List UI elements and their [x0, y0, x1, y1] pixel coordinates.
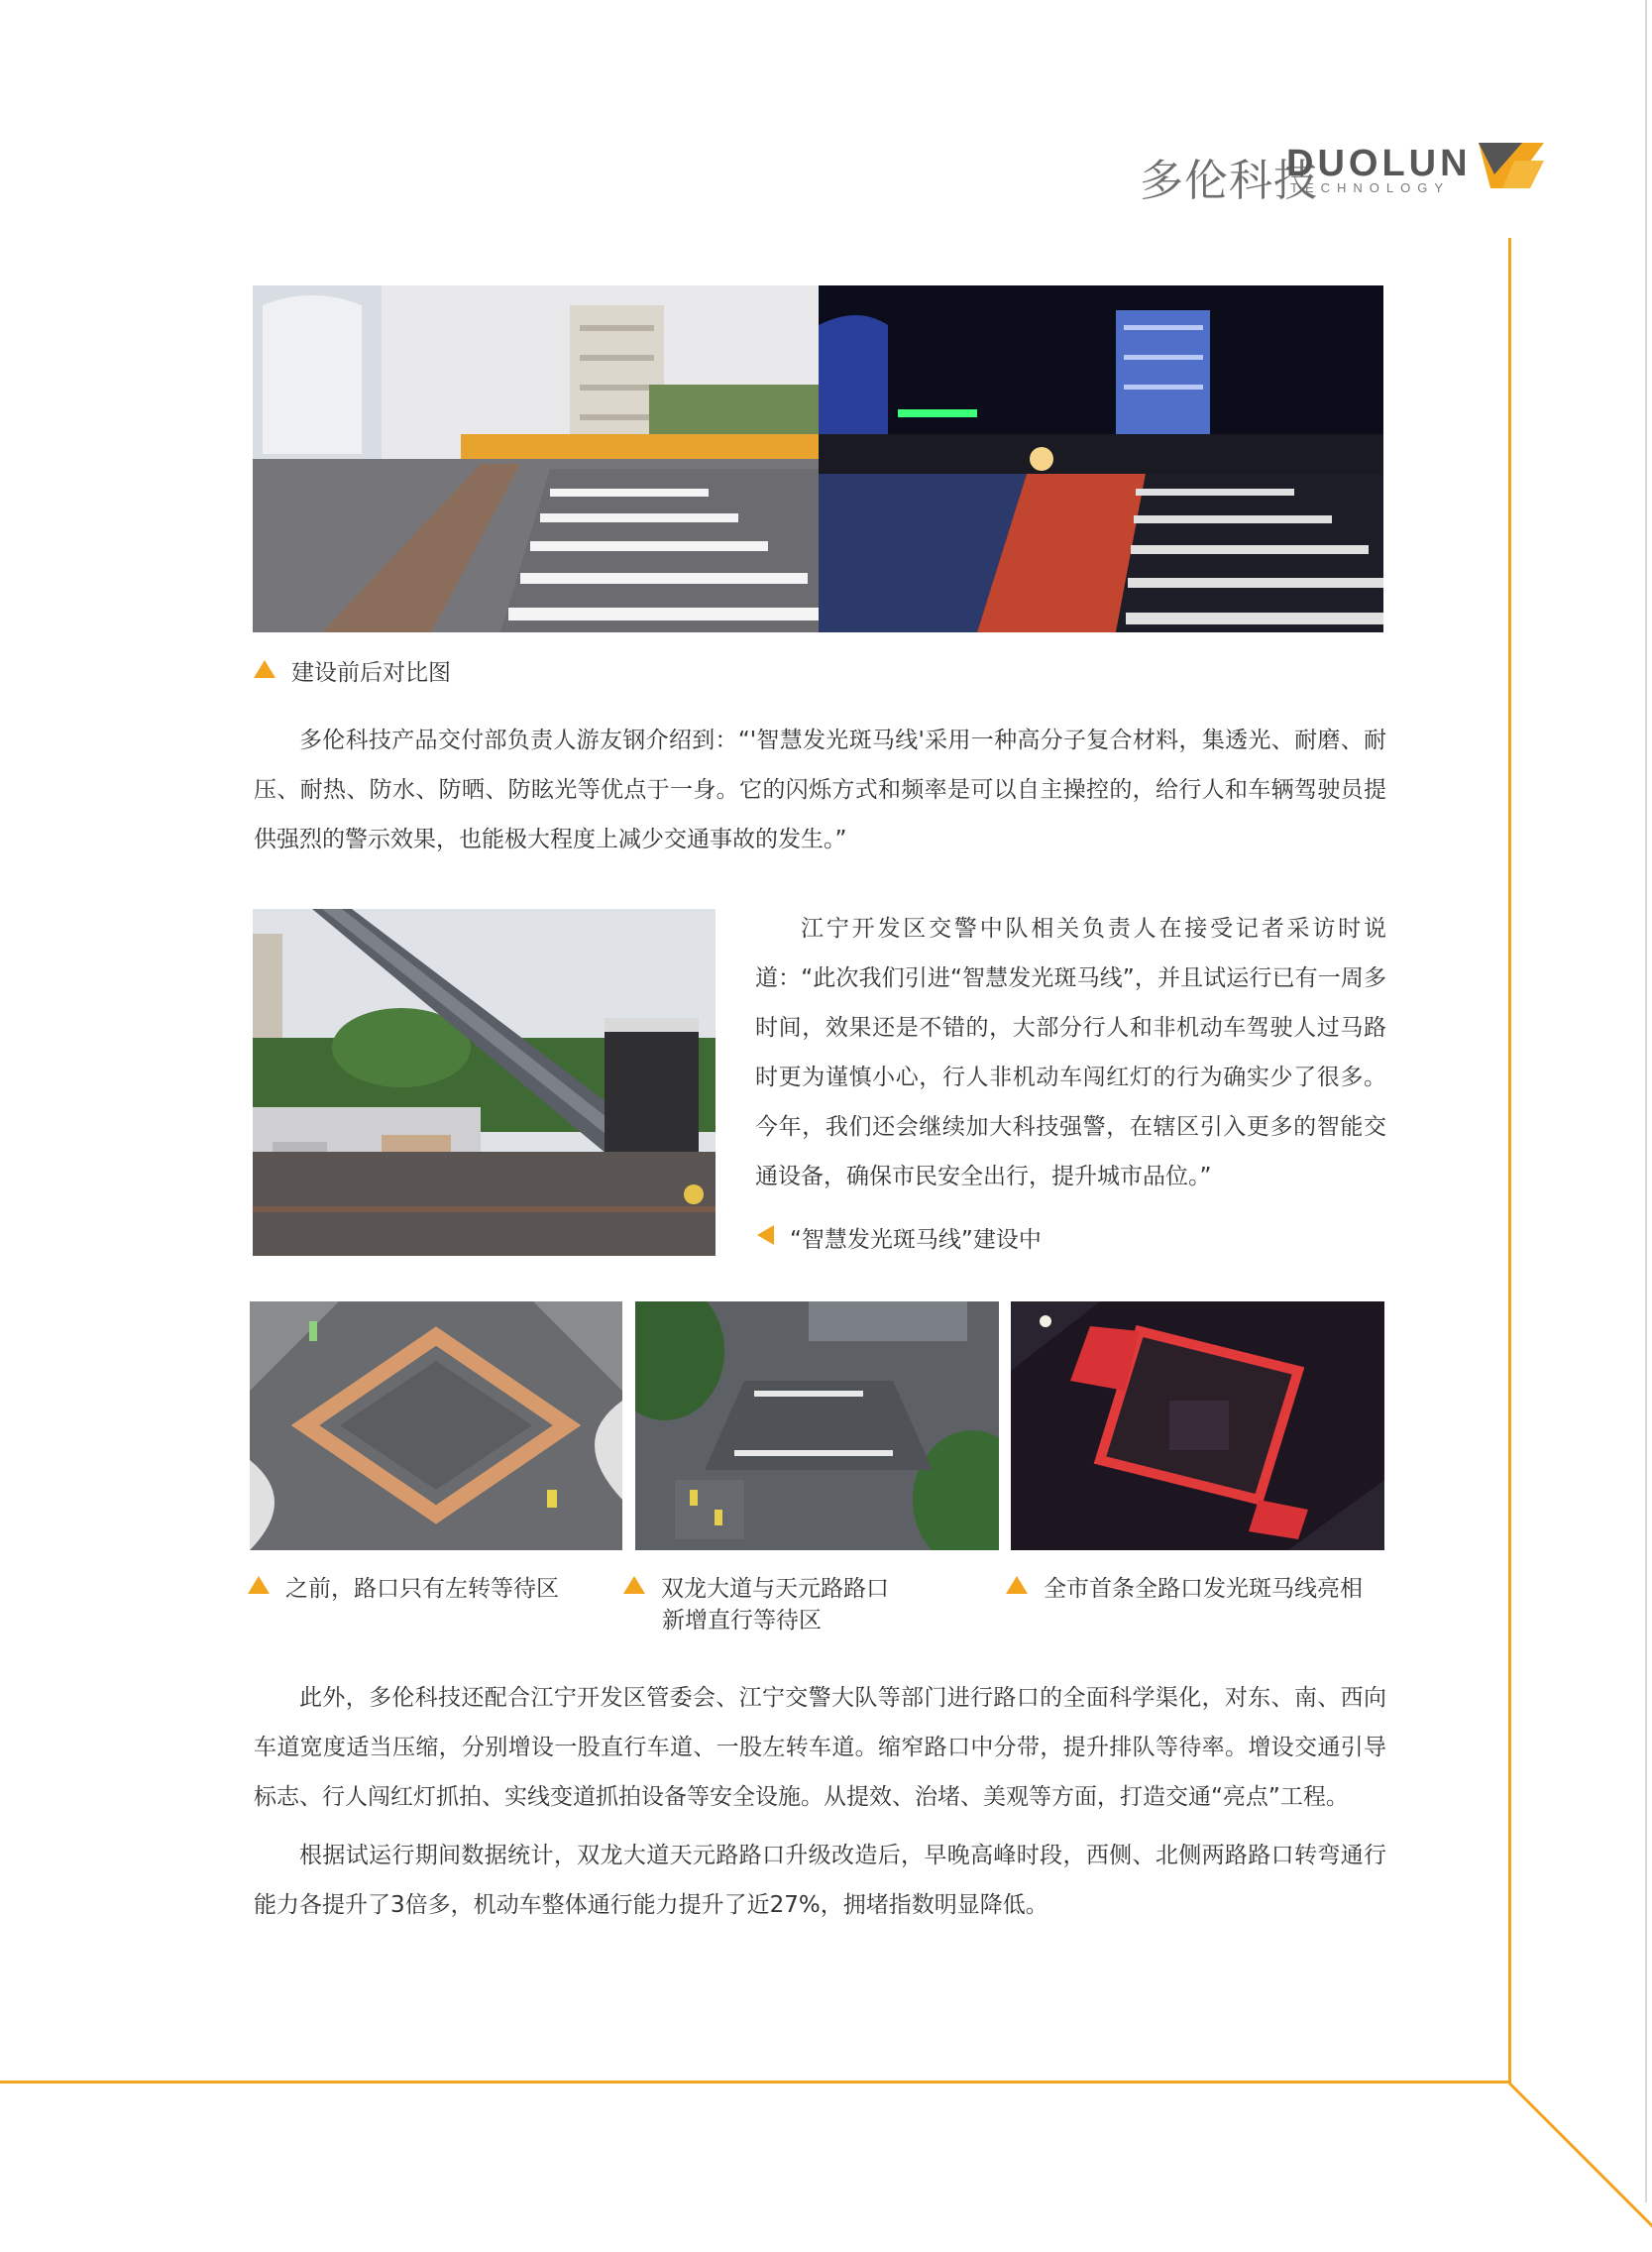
- triangle-left-icon: [757, 1225, 774, 1245]
- photo-construction: [253, 909, 716, 1256]
- frame-bottom-line: [0, 2081, 1511, 2083]
- page-edge-line: [1645, 0, 1647, 2202]
- brand-logo: [1140, 139, 1546, 206]
- paragraph-2: 江宁开发区交警中队相关负责人在接受记者采访时说道：“此次我们引进“智慧发光斑马线”，并且试运行已有一周多时间，效果还是不错的，大部分行人和非机动车驾驶人过马路时更为谨慎小心，行人非机动车闯红灯的行为确实少了很多。今年，我们还会继续加大科技强警，在辖区引入更多的智能交通设备，确保市民安全出行，提升城市品位。”: [755, 916, 1386, 1189]
- paragraph-4: 根据试运行期间数据统计，双龙大道天元路路口升级改造后，早晚高峰时段，西侧、北侧两路路口转弯通行能力各提升了3倍多，机动车整体通行能力提升了近27%，拥堵指数明显降低。: [254, 1843, 1386, 1918]
- photo-aerial-junction: [635, 1301, 999, 1550]
- photo-aerial-before: [250, 1301, 622, 1550]
- frame-diagonal-line: [1508, 2082, 1652, 2252]
- caption-aerial-night: 全市首条全路口发光斑马线亮相: [1006, 1574, 1363, 1604]
- frame-right-line: [1508, 238, 1511, 2083]
- paragraph-3: 此外，多伦科技还配合江宁开发区管委会、江宁交警大队等部门进行路口的全面科学渠化，对东、南、西向车道宽度适当压缩，分别增设一股直行车道、一股左转车道。缩窄路口中分带，提升排队等待率。增设交通引导标志、行人闯红灯抓拍、实线变道抓拍设备等安全设施。从提效、治堵、美观等方面，打造交通“亮点”工程。: [254, 1685, 1386, 1810]
- logo-chinese-name: 多伦科技: [1140, 156, 1318, 206]
- triangle-up-icon: [1006, 1576, 1028, 1594]
- caption-aerial-junction-line2: 新增直行等待区: [662, 1608, 822, 1633]
- triangle-up-icon: [623, 1576, 645, 1594]
- photo-before-construction: [253, 285, 819, 632]
- photo-aerial-night: [1011, 1301, 1384, 1550]
- triangle-up-icon: [248, 1576, 270, 1594]
- triangle-up-icon: [254, 660, 275, 678]
- caption-aerial-junction: 双龙大道与天元路路口: [623, 1574, 889, 1604]
- logo-subtitle: TECHNOLOGY: [1290, 180, 1451, 195]
- caption-aerial-before: 之前，路口只有左转等待区: [248, 1574, 559, 1604]
- logo-english-name: DUOLUN: [1286, 143, 1472, 184]
- photo-after-construction: [819, 285, 1383, 632]
- caption-construction: “智慧发光斑马线”建设中: [757, 1225, 1042, 1255]
- caption-before-after: 建设前后对比图: [254, 658, 451, 688]
- paragraph-1: 多伦科技产品交付部负责人游友钢介绍到：“'智慧发光斑马线'采用一种高分子复合材料，集透光、耐磨、耐压、耐热、防水、防晒、防眩光等优点于一身。它的闪烁方式和频率是可以自主操控的，给行人和车辆驾驶员提供强烈的警示效果，也能极大程度上减少交通事故的发生。”: [254, 728, 1386, 852]
- logo-mark-icon: [1475, 139, 1546, 194]
